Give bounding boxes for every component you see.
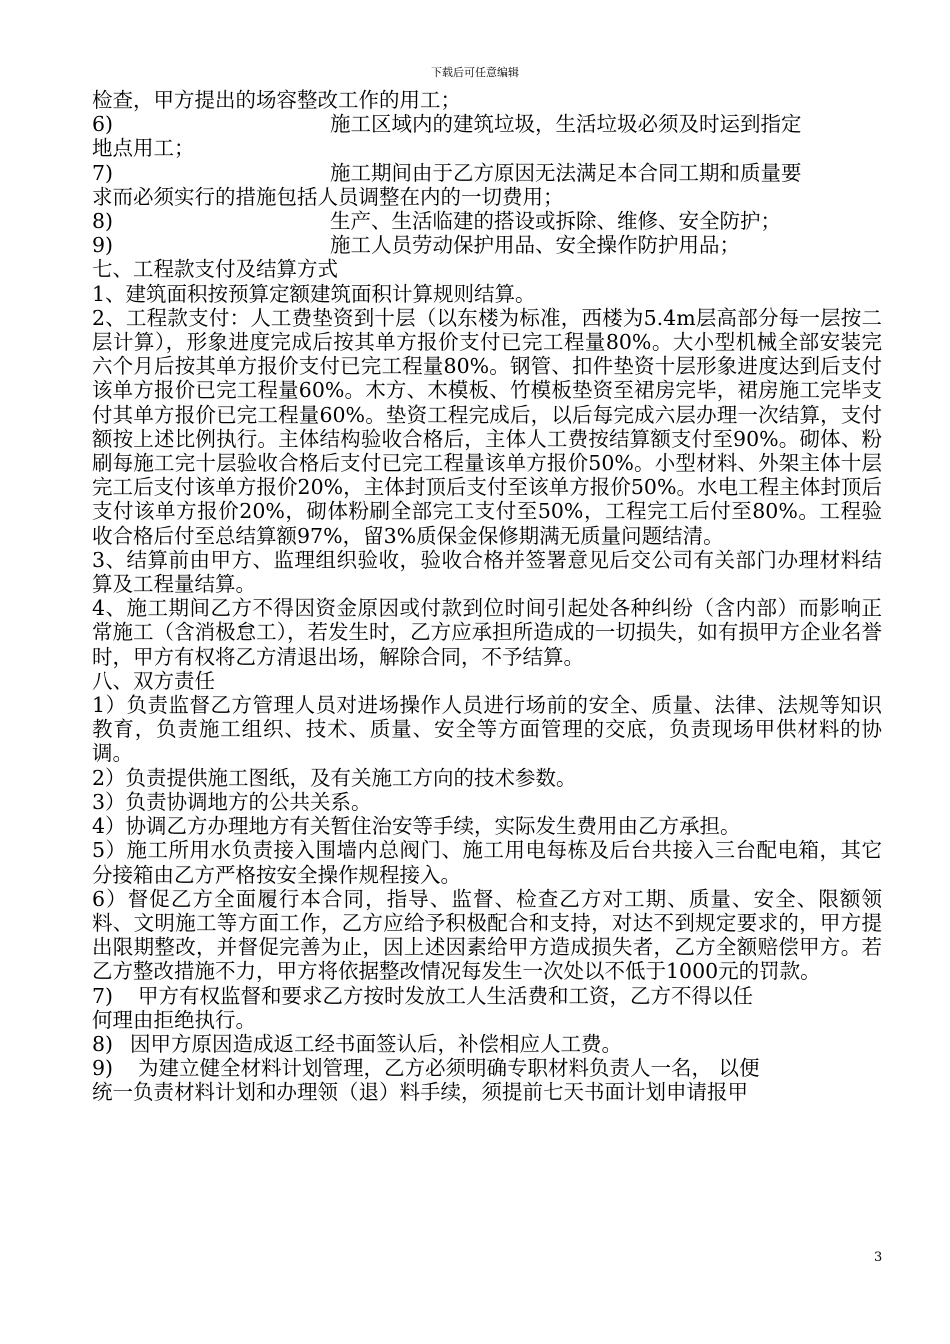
paragraph: 检查，甲方提出的场容整改工作的用工； xyxy=(92,88,461,112)
section-heading: 八、双方责任 xyxy=(92,668,215,693)
paragraph: 地点用工； xyxy=(92,136,195,161)
header-note: 下载后可任意编辑 xyxy=(431,66,519,79)
item-number: 8) xyxy=(92,209,114,234)
item-number: 7) xyxy=(92,160,114,185)
item-text: 因甲方原因造成返工经书面签认后，补偿相应人工费。 xyxy=(130,1031,622,1056)
item-number: 9) xyxy=(92,1056,114,1081)
item-text: 甲方有权监督和要求乙方按时发放工人生活费和工资，乙方不得以任 xyxy=(138,983,753,1008)
item-text: 生产、生活临建的搭设或拆除、维修、安全防护； xyxy=(330,209,781,234)
list-item xyxy=(92,209,882,233)
list-item xyxy=(92,984,882,1008)
item-text: 施工人员劳动保护用品、安全操作防护用品； xyxy=(330,233,740,258)
item-text: 施工期间由于乙方原因无法满足本合同工期和质量要 xyxy=(330,160,802,185)
list-item xyxy=(92,1056,882,1080)
paragraph: 4、施工期间乙方不得因资金原因或付款到位时间引起处各种纠纷（含内部）而影响正常施工（含消极怠工），若发生时，乙方应承担所造成的一切损失，如有损甲方企业名誉时，甲方有权将乙方清退出场，解除合同，不予结算。 xyxy=(92,596,882,669)
item-number: 7) xyxy=(92,983,114,1008)
item-number: 6) xyxy=(92,112,114,137)
paragraph: 2）负责提供施工图纸，及有关施工方向的技术参数。 xyxy=(92,765,577,790)
paragraph: 6）督促乙方全面履行本合同，指导、监督、检查乙方对工期、质量、安全、限额领料、文明施工等方面工作，乙方应给予积极配合和支持，对达不到规定要求的，甲方提出限期整改，并督促完善为止，因上述因素给甲方造成损失者，乙方全额赔偿甲方。若乙方整改措施不力，甲方将依据整改情况每发生一次处以不低于1000元的罚款。 xyxy=(92,886,882,984)
document-body xyxy=(92,88,882,1105)
list-item xyxy=(92,161,882,185)
paragraph: 求而必须实行的措施包括人员调整在内的一切费用； xyxy=(92,184,564,209)
page-number: 3 xyxy=(874,1250,883,1265)
list-item xyxy=(92,112,882,136)
list-item xyxy=(92,1032,882,1056)
list-item xyxy=(92,233,882,257)
item-number: 9) xyxy=(92,233,114,258)
paragraph: 1）负责监督乙方管理人员对进场操作人员进行场前的安全、质量、法律、法规等知识教育，负责施工组织、技术、质量、安全等方面管理的交底，负责现场甲供材料的协调。 xyxy=(92,693,882,766)
paragraph: 何理由拒绝执行。 xyxy=(92,1007,256,1032)
item-number: 8) xyxy=(92,1031,114,1056)
item-text: 为建立健全材料计划管理，乙方必须明确专职材料负责人一名， 以便 xyxy=(138,1056,760,1081)
section-heading: 七、工程款支付及结算方式 xyxy=(92,257,338,282)
item-text: 施工区域内的建筑垃圾，生活垃圾必须及时运到指定 xyxy=(330,112,802,137)
paragraph: 3、结算前由甲方、监理组织验收，验收合格并签署意见后交公司有关部门办理材料结算及工程量结算。 xyxy=(92,547,882,597)
paragraph: 5）施工所用水负责接入围墙内总阀门、施工用电每栋及后台共接入三台配电箱，其它分接箱由乙方严格按安全操作规程接入。 xyxy=(92,838,882,887)
paragraph: 统一负责材料计划和办理领（退）料手续，须提前七天书面计划申请报甲 xyxy=(92,1080,748,1105)
paragraph: 3）负责协调地方的公共关系。 xyxy=(92,789,372,814)
paragraph: 2、工程款支付：人工费垫资到十层（以东楼为标准，西楼为5.4m层高部分每一层按二层计算），形象进度完成后按其单方报价支付已完工程量80%。大小型机械全部安装完六个月后按其单方报价支付已完工程量80%。钢管、扣件垫资十层形象进度达到后支付该单方报价已完工程量60%。木方、木模板、竹模板垫资至裙房完毕，裙房施工完毕支付其单方报价已完工程量60%。垫资工程完成后，以后每完成六层办理一次结算，支付额按上述比例执行。主体结构验收合格后，主体人工费按结算额支付至90%。砌体、粉刷每施工完十层验收合格后支付已完工程量该单方报价50%。小型材料、外架主体十层完工后支付该单方报价20%，主体封顶后支付至该单方报价50%。水电工程主体封顶后支付该单方报价20%，砌体粉刷全部完工支付至50%，工程完工后付至80%。工程验收合格后付至总结算额97%，留3%质保金保修期满无质量问题结清。 xyxy=(92,305,882,548)
paragraph: 1、建筑面积按预算定额建筑面积计算规则结算。 xyxy=(92,281,536,306)
paragraph: 4）协调乙方办理地方有关暂住治安等手续，实际发生费用由乙方承担。 xyxy=(92,814,741,839)
